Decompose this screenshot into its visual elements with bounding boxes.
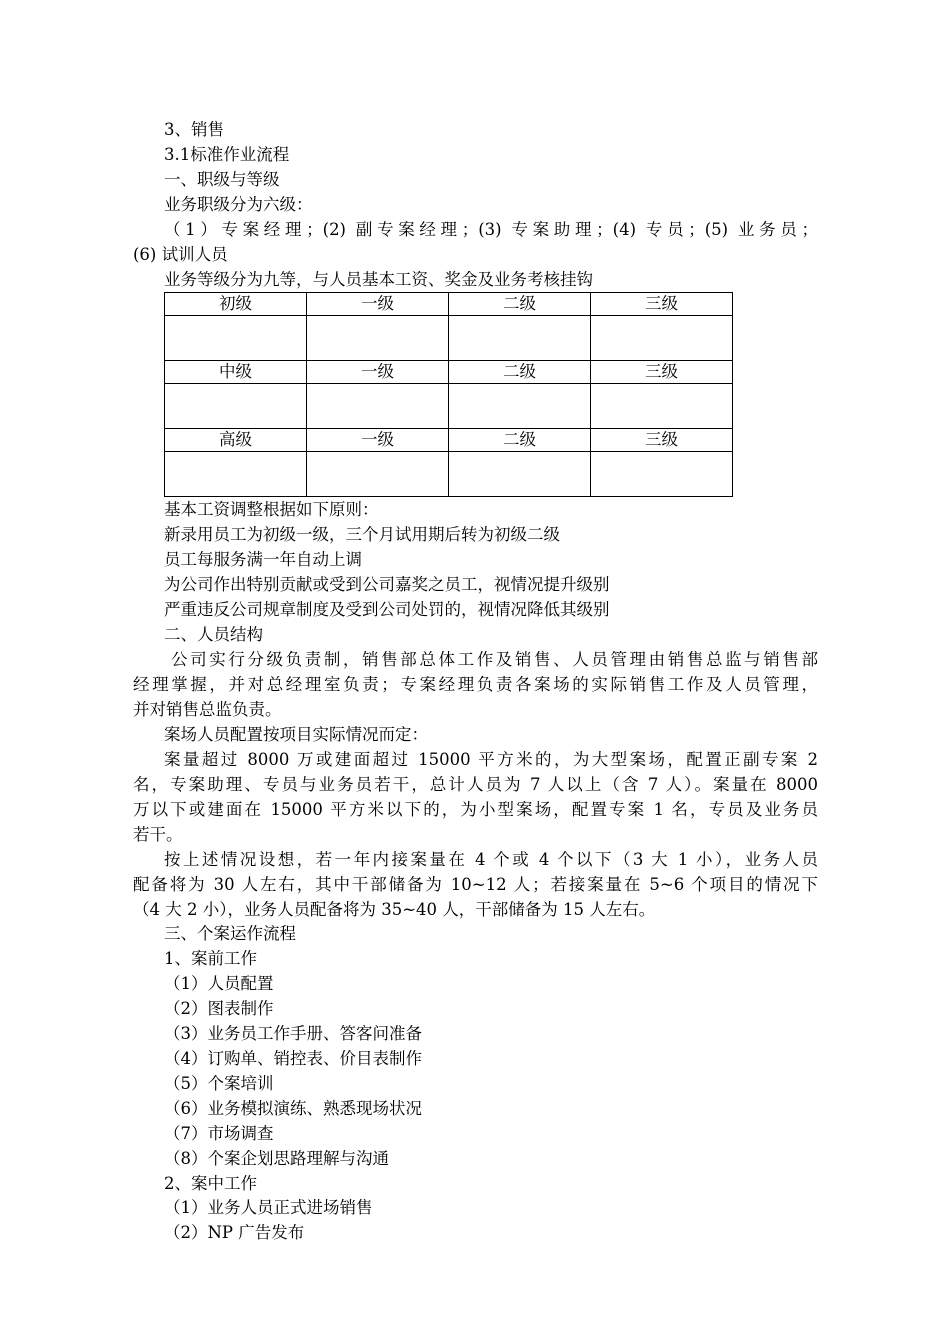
config-intro: 案场人员配置按项目实际情况而定：: [164, 725, 428, 744]
structure-para-line: 经理掌握，并对总经理室负责；专案经理负责各案场的实际销售工作及人员管理，: [133, 675, 818, 694]
blank-cell: [449, 316, 591, 361]
blank-cell: [591, 384, 733, 429]
pre-case-item: （8）个案企划思路理解与沟通: [164, 1149, 389, 1168]
salary-rule: 严重违反公司规章制度及受到公司处罚的，视情况降低其级别: [164, 600, 610, 619]
grade-cell: 三级: [591, 293, 733, 316]
structure-para-line: 公司实行分级负责制，销售部总体工作及销售、人员管理由销售总监与销售部: [171, 650, 818, 669]
config-para-line: 名，专案助理、专员与业务员若干，总计人员为 7 人以上（含 7 人）。案量在 8000: [133, 775, 818, 794]
pre-case-item: （4）订购单、销控表、价目表制作: [164, 1049, 422, 1068]
grade-cell: 中级: [165, 361, 307, 384]
heading-sales: 3、销售: [164, 120, 224, 139]
grade-cell: 初级: [165, 293, 307, 316]
salary-rule: 新录用员工为初级一级，三个月试用期后转为初级二级: [164, 525, 560, 544]
blank-cell: [165, 452, 307, 497]
salary-rule: 员工每服务满一年自动上调: [164, 550, 362, 569]
grade-cell: 一级: [307, 293, 449, 316]
section-title-process: 三、个案运作流程: [164, 924, 296, 943]
section-title-structure: 二、人员结构: [164, 625, 263, 644]
blank-cell: [307, 452, 449, 497]
blank-cell: [307, 316, 449, 361]
mid-case-title: 2、案中工作: [164, 1174, 257, 1193]
pre-case-item: （3）业务员工作手册、答客问准备: [164, 1024, 422, 1043]
heading-standard-process: 3.1标准作业流程: [164, 145, 290, 164]
pre-case-item: （5）个案培训: [164, 1074, 274, 1093]
rank-intro: 业务职级分为六级：: [164, 195, 313, 214]
grade-cell: 三级: [591, 361, 733, 384]
grade-row-blank: [165, 384, 733, 429]
grade-row-middle: [165, 361, 733, 384]
blank-cell: [449, 452, 591, 497]
blank-cell: [591, 316, 733, 361]
staffing-para-line: （4 大 2 小），业务人员配备将为 35~40 人，干部储备为 15 人左右。: [133, 900, 656, 919]
grade-intro: 业务等级分为九等，与人员基本工资、奖金及业务考核挂钩: [164, 270, 593, 289]
blank-cell: [591, 452, 733, 497]
grade-cell: 三级: [591, 429, 733, 452]
salary-intro: 基本工资调整根据如下原则：: [164, 500, 379, 519]
staffing-para-line: 按上述情况设想，若一年内接案量在 4 个或 4 个以下（3 大 1 小），业务人员: [164, 850, 818, 869]
rank-list-line-1: （1）专案经理；(2) 副专案经理；(3) 专案助理；(4) 专员；(5) 业务员；: [164, 220, 818, 239]
rank-list-line-2: (6) 试训人员: [133, 245, 228, 264]
salary-rule: 为公司作出特别贡献或受到公司嘉奖之员工，视情况提升级别: [164, 575, 610, 594]
staffing-para-line: 配备将为 30 人左右，其中干部储备为 10~12 人；若接案量在 5~6 个项目的情况下: [133, 875, 818, 894]
grade-cell: 二级: [449, 361, 591, 384]
blank-cell: [165, 316, 307, 361]
grade-cell: 一级: [307, 361, 449, 384]
grade-cell: 二级: [449, 429, 591, 452]
pre-case-item: （6）业务模拟演练、熟悉现场状况: [164, 1099, 422, 1118]
pre-case-item: （1）人员配置: [164, 974, 274, 993]
grade-row-senior: [165, 429, 733, 452]
pre-case-item: （7）市场调查: [164, 1124, 274, 1143]
grade-row-blank: [165, 452, 733, 497]
pre-case-item: （2）图表制作: [164, 999, 274, 1018]
grade-cell: 一级: [307, 429, 449, 452]
config-para-line: 若干。: [133, 825, 183, 844]
config-para-line: 案量超过 8000 万或建面超过 15000 平方米的，为大型案场，配置正副专案 2: [164, 750, 818, 769]
grade-row-junior: [165, 293, 733, 316]
grade-row-blank: [165, 316, 733, 361]
mid-case-item: （2）NP 广告发布: [164, 1223, 305, 1242]
section-title-rank-grade: 一、职级与等级: [164, 170, 280, 189]
grade-cell: 二级: [449, 293, 591, 316]
structure-para-line: 并对销售总监负责。: [133, 700, 282, 719]
grade-cell: 高级: [165, 429, 307, 452]
blank-cell: [449, 384, 591, 429]
pre-case-title: 1、案前工作: [164, 949, 257, 968]
config-para-line: 万以下或建面在 15000 平方米以下的，为小型案场，配置专案 1 名，专员及业务员: [133, 800, 818, 819]
blank-cell: [307, 384, 449, 429]
blank-cell: [165, 384, 307, 429]
mid-case-item: （1）业务人员正式进场销售: [164, 1198, 373, 1217]
grade-table: [164, 292, 733, 497]
